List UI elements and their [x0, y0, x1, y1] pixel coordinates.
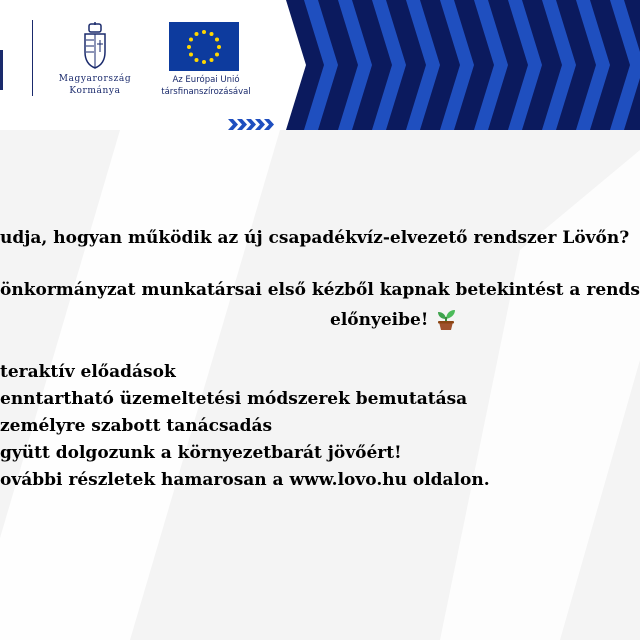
- headline-question: udja, hogyan működik az új csapadékvíz-elvezető rendszer Lövőn?: [0, 228, 630, 248]
- government-logo-line2: Kormánya: [69, 86, 121, 96]
- small-chevrons-decoration: [228, 119, 274, 130]
- list-item-5: ovábbi részletek hamarosan a www.lovo.hu oldalon.: [0, 470, 490, 490]
- government-logo-line1: Magyarország: [58, 74, 132, 84]
- coat-of-arms-icon: [82, 22, 108, 70]
- list-item-4: gyütt dolgozunk a környezetbarát jövőért!: [0, 443, 402, 463]
- partial-logo: [0, 50, 4, 90]
- header-banner: [0, 0, 640, 130]
- intro-text-line2-label: előnyeibe!: [330, 310, 429, 330]
- list-item-1: teraktív előadások: [0, 362, 176, 382]
- eu-caption-line2: társfinanszírozásával: [161, 87, 251, 97]
- chevron-pattern: [270, 0, 640, 130]
- seedling-icon: [434, 308, 458, 330]
- list-item-3: zemélyre szabott tanácsadás: [0, 416, 273, 436]
- eu-flag-icon: [169, 22, 239, 71]
- list-item-2: enntartható üzemeltetési módszerek bemutatása: [0, 389, 468, 409]
- logo-divider: [32, 20, 33, 96]
- eu-caption-line1: Az Európai Unió: [172, 75, 240, 85]
- intro-text-line2: [330, 308, 458, 330]
- intro-text-line1: önkormányzat munkatársai első kézből kapnak betekintést a rends: [0, 280, 640, 300]
